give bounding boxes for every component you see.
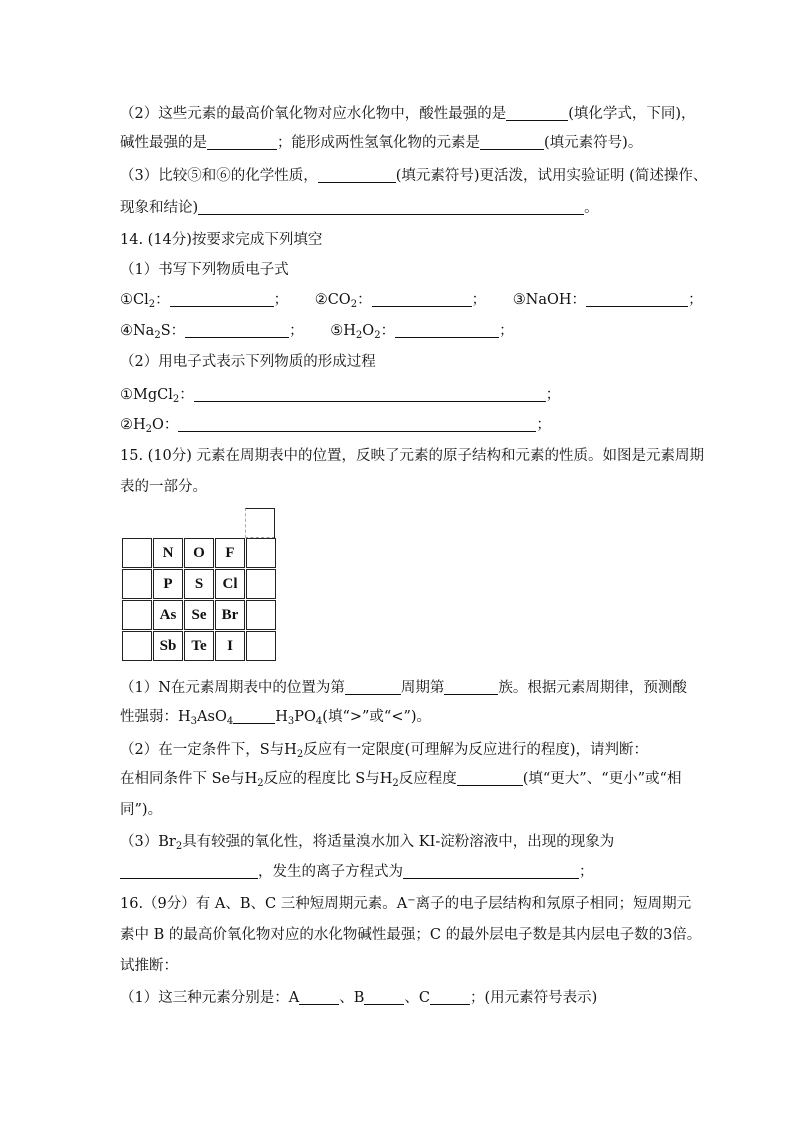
q15-part2-line1: （2）在一定条件下，S与$H_2$反应有一定限度(可理解为反应进行的程度)，请判断： xyxy=(120,742,648,760)
table-cell: Cl xyxy=(215,569,245,599)
q16-title-line2: 素中 B 的最高价氧化物对应的水化物碱性最强；C 的最外层电子数是其内层电子数的3倍。 xyxy=(120,927,702,943)
q14-part2: （2）用电子式表示下列物质的形成过程 xyxy=(120,354,376,370)
answer-blank-group[interactable] xyxy=(444,679,498,695)
q16-title-line1: 16.（9分）有 A、B、C 三种短周期元素。A−离子的电子层结构和氖原子相同；短周期元 xyxy=(120,895,692,912)
table-cell: P xyxy=(153,569,183,599)
answer-blank-cl2[interactable] xyxy=(170,291,274,307)
q13-part2-line1: （2）这些元素的最高价氧化物对应水化物中，酸性最强的是 (填化学式，下同)， xyxy=(120,106,696,122)
q13-part3-line2: 现象和结论) 。 xyxy=(120,200,599,216)
answer-blank-element-b[interactable] xyxy=(364,989,404,1005)
q13-part2-line2: 碱性最强的是 ；能形成两性氢氧化物的元素是 (填元素符号)。 xyxy=(120,135,643,151)
table-cell xyxy=(122,600,152,630)
answer-blank-active[interactable] xyxy=(318,167,396,183)
table-cell: S xyxy=(184,569,214,599)
q14-formation-h2o: $②H_2O$： ； xyxy=(120,417,551,435)
table-cell xyxy=(246,569,276,599)
answer-blank-phenomenon[interactable] xyxy=(120,863,258,879)
q15-title-line2: 表的一部分。 xyxy=(120,479,207,495)
answer-blank-experiment[interactable] xyxy=(198,199,584,215)
table-cell: As xyxy=(153,600,183,630)
q15-part2-line3: 同”)。 xyxy=(120,802,163,818)
q14-items-row2: $④Na_2S$： ； $⑤H_2O_2$： ； xyxy=(120,323,514,341)
q15-part2-line2: 在相同条件下 Se与$H_2$反应的程度比 S与$H_2$反应程度 (填“更大”、“更小”或“相 xyxy=(120,771,682,789)
table-cell xyxy=(246,600,276,630)
answer-blank-acid[interactable] xyxy=(506,105,568,121)
table-cell: N xyxy=(153,538,183,568)
table-cell xyxy=(122,569,152,599)
answer-blank-element-c[interactable] xyxy=(430,989,470,1005)
q15-part1-line2: 性强弱：$H_3AsO_4$ $H_3PO_4$(填“>”或“<”)。 xyxy=(120,709,432,727)
table-cell: Br xyxy=(215,600,245,630)
answer-blank-amphoteric[interactable] xyxy=(480,134,544,150)
q14-items-row1: $①Cl_2$： ； $②CO_2$： ； ③NaOH： ； xyxy=(120,292,703,310)
table-cell: Te xyxy=(184,631,214,661)
q16-part1: （1）这三种元素分别是：A 、B 、C ；(用元素符号表示) xyxy=(120,990,598,1006)
q16-title-line3: 试推断： xyxy=(120,958,178,974)
answer-blank-period[interactable] xyxy=(345,679,401,695)
answer-blank-ionic-equation[interactable] xyxy=(403,863,579,879)
answer-blank-na2s[interactable] xyxy=(185,322,289,338)
table-cell: Sb xyxy=(153,631,183,661)
q13-part3-line1: （3）比较⑤和⑥的化学性质， (填元素符号)更活泼，试用实验证明 (简述操作、 xyxy=(120,168,708,184)
table-cell xyxy=(122,631,152,661)
answer-blank-h2o-formation[interactable] xyxy=(178,416,536,432)
q15-title-line1: 15. (10分) 元素在周期表中的位置，反映了元素的原子结构和元素的性质。如图是元素周期 xyxy=(120,448,705,464)
table-cell: O xyxy=(184,538,214,568)
q15-part1-line1: （1）N在元素周期表中的位置为第 周期第 族。根据元素周期律，预测酸 xyxy=(120,680,687,696)
q15-part3-line1: $(3)Br_2$具有较强的氧化性，将适量溴水加入 KI-淀粉溶液中，出现的现象为 xyxy=(120,834,615,852)
table-cell xyxy=(122,538,152,568)
answer-blank-acidity-compare[interactable] xyxy=(233,708,275,724)
q14-formation-mgcl2: ①MgCl$_2$： ； xyxy=(120,387,561,405)
answer-blank-h2o2[interactable] xyxy=(395,322,499,338)
answer-blank-naoh[interactable] xyxy=(586,291,688,307)
q14-part1: （1）书写下列物质电子式 xyxy=(120,262,289,278)
table-cell: F xyxy=(215,538,245,568)
table-cell xyxy=(246,538,276,568)
answer-blank-element-a[interactable] xyxy=(299,989,339,1005)
table-cell: Se xyxy=(184,600,214,630)
table-top-cell xyxy=(245,508,275,538)
answer-blank-mgcl2-formation[interactable] xyxy=(194,386,546,402)
table-cell: I xyxy=(215,631,245,661)
q15-part3-line2: ，发生的离子方程式为 ； xyxy=(120,862,594,882)
answer-blank-degree[interactable] xyxy=(457,770,523,786)
answer-blank-co2[interactable] xyxy=(372,291,472,307)
answer-blank-base[interactable] xyxy=(207,134,277,150)
q14-title: 14. (14分)按要求完成下列填空 xyxy=(120,232,323,248)
table-cell xyxy=(246,631,276,661)
